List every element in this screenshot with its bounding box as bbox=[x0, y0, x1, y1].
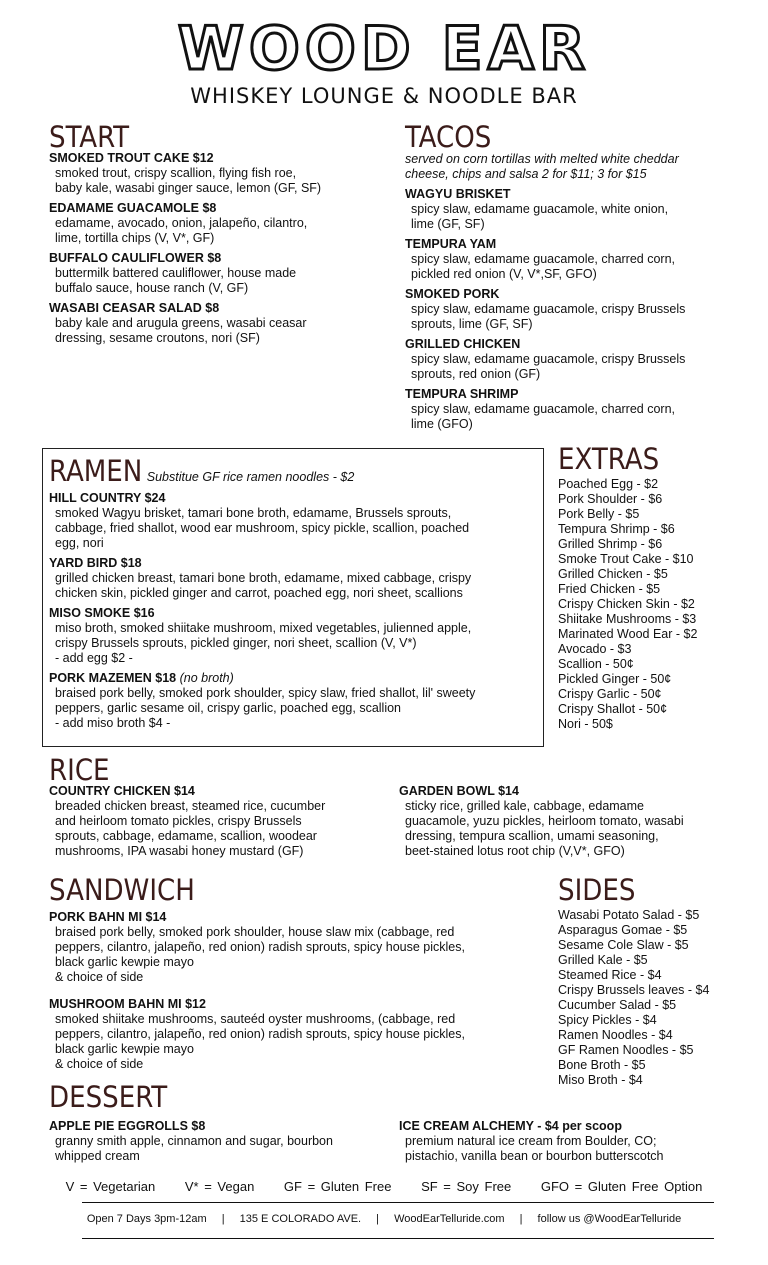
footer-website-link[interactable]: WoodEarTelluride.com bbox=[394, 1213, 505, 1225]
sides-section bbox=[558, 875, 763, 1088]
list-item: Grilled Kale - $5 bbox=[558, 953, 648, 967]
list-item: Spicy Pickles - $4 bbox=[558, 1013, 657, 1027]
menu-item-desc: premium natural ice cream from Boulder, CO; bbox=[405, 1134, 657, 1148]
footer-address: 135 E COLORADO AVE. bbox=[239, 1213, 362, 1225]
menu-item-desc: smoked Wagyu brisket, tamari bone broth, edamame, Brussels sprouts, bbox=[55, 506, 452, 520]
menu-item-desc: granny smith apple, cinnamon and sugar, bourbon bbox=[55, 1134, 333, 1148]
ramen-note: Substitue GF rice ramen noodles - $2 bbox=[146, 470, 355, 484]
menu-item-desc: pistachio, vanilla bean or bourbon butterscotch bbox=[405, 1149, 664, 1163]
menu-item-name: TEMPURA YAM bbox=[405, 237, 497, 251]
menu-item-name: MUSHROOM BAHN MI $12 bbox=[49, 997, 206, 1011]
list-item: Grilled Shrimp - $6 bbox=[558, 537, 663, 551]
menu-item-name: PORK MAZEMEN $18 bbox=[49, 671, 177, 685]
list-item: Crispy Chicken Skin - $2 bbox=[558, 597, 695, 611]
menu-item-desc: sprouts, lime (GF, SF) bbox=[411, 317, 533, 331]
menu-item bbox=[49, 201, 379, 246]
list-item: Ramen Noodles - $4 bbox=[558, 1028, 673, 1042]
menu-item-desc: sprouts, cabbage, edamame, scallion, woodear bbox=[55, 829, 317, 843]
dietary-legend bbox=[0, 1179, 768, 1195]
footer-separator: | bbox=[519, 1213, 523, 1225]
menu-item bbox=[49, 671, 539, 731]
footer-separator: | bbox=[221, 1213, 225, 1225]
menu-item bbox=[49, 556, 539, 601]
list-item: Marinated Wood Ear - $2 bbox=[558, 627, 698, 641]
tacos-heading: TACOS bbox=[405, 120, 492, 154]
menu-item-desc: breaded chicken breast, steamed rice, cucumber bbox=[55, 799, 326, 813]
list-item: Poached Egg - $2 bbox=[558, 477, 659, 491]
menu-item-desc: mushrooms, IPA wasabi honey mustard (GF) bbox=[55, 844, 304, 858]
menu-item-name: APPLE PIE EGGROLLS $8 bbox=[49, 1119, 206, 1133]
list-item: Pork Belly - $5 bbox=[558, 507, 640, 521]
menu-item-name: WASABI CEASAR SALAD $8 bbox=[49, 301, 220, 315]
extras-section bbox=[558, 444, 758, 732]
legend-item: SF = Soy Free bbox=[421, 1179, 512, 1194]
menu-item-name: SMOKED PORK bbox=[405, 287, 500, 301]
menu-item bbox=[49, 301, 379, 346]
menu-item bbox=[49, 251, 379, 296]
menu-item-desc: sticky rice, grilled kale, cabbage, edamame bbox=[405, 799, 645, 813]
menu-item bbox=[405, 337, 745, 382]
list-item: GF Ramen Noodles - $5 bbox=[558, 1043, 694, 1057]
list-item: Fried Chicken - $5 bbox=[558, 582, 661, 596]
list-item: Grilled Chicken - $5 bbox=[558, 567, 668, 581]
legend-item: V = Vegetarian bbox=[65, 1179, 156, 1194]
list-item: Scallion - 50¢ bbox=[558, 657, 634, 671]
ramen-heading-row bbox=[49, 456, 539, 486]
start-item-list bbox=[49, 151, 379, 346]
menu-item-name: GARDEN BOWL $14 bbox=[399, 784, 519, 798]
menu-item-name: GRILLED CHICKEN bbox=[405, 337, 521, 351]
extras-list bbox=[558, 477, 758, 732]
sandwich-heading: SANDWICH bbox=[49, 873, 195, 907]
list-item: Steamed Rice - $4 bbox=[558, 968, 662, 982]
menu-item-desc: baby kale, wasabi ginger sauce, lemon (GF, SF) bbox=[55, 181, 322, 195]
start-heading: START bbox=[49, 120, 130, 154]
menu-item-desc: peppers, cilantro, jalapeño, red onion) radish sprouts, spicy house pickles, bbox=[55, 940, 465, 954]
menu-item-desc: guacamole, yuzu pickles, heirloom tomato, wasabi bbox=[405, 814, 684, 828]
menu-item-desc: black garlic kewpie mayo bbox=[55, 955, 194, 969]
menu-item bbox=[405, 187, 745, 232]
menu-item-name: SMOKED TROUT CAKE $12 bbox=[49, 151, 214, 165]
start-section bbox=[49, 122, 379, 346]
legend-item: GF = Gluten Free bbox=[283, 1179, 392, 1194]
tacos-section bbox=[405, 122, 745, 432]
list-item: Shiitake Mushrooms - $3 bbox=[558, 612, 697, 626]
list-item: Asparagus Gomae - $5 bbox=[558, 923, 688, 937]
menu-item-name: WAGYU BRISKET bbox=[405, 187, 511, 201]
menu-item-name: EDAMAME GUACAMOLE $8 bbox=[49, 201, 217, 215]
menu-item-name: PORK BAHN MI $14 bbox=[49, 910, 167, 924]
menu-item-desc: crispy Brussels sprouts, pickled ginger, nori sheet, scallion (V, V*) bbox=[55, 636, 417, 650]
menu-item-name: HILL COUNTRY $24 bbox=[49, 491, 166, 505]
list-item: Cucumber Salad - $5 bbox=[558, 998, 677, 1012]
list-item: Avocado - $3 bbox=[558, 642, 632, 656]
menu-item-desc: spicy slaw, edamame guacamole, charred corn, bbox=[411, 402, 676, 416]
menu-item bbox=[49, 151, 379, 196]
menu-item-name: MISO SMOKE $16 bbox=[49, 606, 155, 620]
menu-item-name: COUNTRY CHICKEN $14 bbox=[49, 784, 195, 798]
menu-item-desc: edamame, avocado, onion, jalapeño, cilantro, bbox=[55, 216, 308, 230]
list-item: Tempura Shrimp - $6 bbox=[558, 522, 675, 536]
menu-item bbox=[49, 910, 544, 985]
menu-item-desc: buttermilk battered cauliflower, house made bbox=[55, 266, 297, 280]
menu-item-name: YARD BIRD $18 bbox=[49, 556, 142, 570]
restaurant-tagline: WHISKEY LOUNGE & NOODLE BAR bbox=[190, 84, 578, 108]
menu-item-desc: spicy slaw, edamame guacamole, white onion, bbox=[411, 202, 669, 216]
menu-item-name-row bbox=[49, 671, 539, 686]
list-item: Bone Broth - $5 bbox=[558, 1058, 646, 1072]
list-item: Miso Broth - $4 bbox=[558, 1073, 643, 1087]
menu-item-desc: black garlic kewpie mayo bbox=[55, 1042, 194, 1056]
menu-item-desc: pickled red onion (V, V*,SF, GFO) bbox=[411, 267, 597, 281]
menu-item-desc: chicken skin, pickled ginger and carrot, poached egg, nori sheet, scallions bbox=[55, 586, 463, 600]
menu-item-name-note: (no broth) bbox=[179, 671, 234, 685]
ramen-heading: RAMEN bbox=[49, 454, 143, 488]
menu-item bbox=[399, 1114, 749, 1164]
menu-item bbox=[399, 779, 749, 859]
menu-item bbox=[49, 997, 544, 1072]
menu-item-desc: smoked trout, crispy scallion, flying fish roe, bbox=[55, 166, 297, 180]
list-item: Wasabi Potato Salad - $5 bbox=[558, 908, 700, 922]
menu-item bbox=[405, 287, 745, 332]
menu-item-desc: sprouts, red onion (GF) bbox=[411, 367, 541, 381]
legend-item: V* = Vegan bbox=[184, 1179, 255, 1194]
menu-item-desc: beet-stained lotus root chip (V,V*, GFO) bbox=[405, 844, 625, 858]
menu-item-desc: baby kale and arugula greens, wasabi ceasar bbox=[55, 316, 307, 330]
footer-top-rule bbox=[82, 1202, 714, 1203]
menu-item-desc: braised pork belly, smoked pork shoulder, house slaw mix (cabbage, red bbox=[55, 925, 455, 939]
menu-item-desc: lime (GF, SF) bbox=[411, 217, 485, 231]
menu-item-desc: - add miso broth $4 - bbox=[55, 716, 171, 730]
menu-item-desc: egg, nori bbox=[55, 536, 104, 550]
tacos-note: served on corn tortillas with melted white cheddar bbox=[405, 152, 679, 166]
menu-item-desc: lime (GFO) bbox=[411, 417, 473, 431]
list-item: Pickled Ginger - 50¢ bbox=[558, 672, 672, 686]
sandwich-section bbox=[49, 875, 544, 1072]
menu-item-desc: spicy slaw, edamame guacamole, crispy Brussels bbox=[411, 302, 686, 316]
menu-item bbox=[405, 387, 745, 432]
menu-item-desc: buffalo sauce, house ranch (V, GF) bbox=[55, 281, 249, 295]
menu-item-desc: spicy slaw, edamame guacamole, charred corn, bbox=[411, 252, 676, 266]
menu-item-desc: and heirloom tomato pickles, crispy Brussels bbox=[55, 814, 302, 828]
menu-item bbox=[49, 779, 389, 859]
sides-heading: SIDES bbox=[558, 873, 636, 907]
list-item: Smoke Trout Cake - $10 bbox=[558, 552, 694, 566]
menu-item-desc: dressing, tempura scallion, umami seasoning, bbox=[405, 829, 659, 843]
footer bbox=[0, 1212, 768, 1226]
menu-item-desc: dressing, sesame croutons, nori (SF) bbox=[55, 331, 260, 345]
restaurant-logo-title: WOOD EAR bbox=[177, 14, 591, 84]
menu-item-desc: lime, tortilla chips (V, V*, GF) bbox=[55, 231, 215, 245]
menu-item-desc: peppers, cilantro, jalapeño, red onion) radish sprouts, spicy house pickles, bbox=[55, 1027, 465, 1041]
menu-item bbox=[405, 237, 745, 282]
menu-item-desc: peppers, garlic sesame oil, crispy garlic, poached egg, scallion bbox=[55, 701, 402, 715]
menu-item-desc: & choice of side bbox=[55, 970, 144, 984]
menu-item-desc: whipped cream bbox=[55, 1149, 140, 1163]
menu-item-desc: miso broth, smoked shiitake mushroom, mixed vegetables, julienned apple, bbox=[55, 621, 472, 635]
menu-item-desc: spicy slaw, edamame guacamole, crispy Brussels bbox=[411, 352, 686, 366]
extras-heading: EXTRAS bbox=[558, 442, 660, 476]
menu-item bbox=[49, 606, 539, 666]
menu-item-name: ICE CREAM ALCHEMY - $4 per scoop bbox=[399, 1119, 622, 1133]
list-item: Nori - 50$ bbox=[558, 717, 613, 731]
legend-item: GFO = Gluten Free Option bbox=[540, 1179, 703, 1194]
menu-item bbox=[49, 491, 539, 551]
sides-list bbox=[558, 908, 763, 1088]
menu-item-desc: grilled chicken breast, tamari bone broth, edamame, mixed cabbage, crispy bbox=[55, 571, 472, 585]
list-item: Pork Shoulder - $6 bbox=[558, 492, 663, 506]
menu-item bbox=[49, 1114, 389, 1164]
menu-item-desc: & choice of side bbox=[55, 1057, 144, 1071]
ramen-section bbox=[49, 456, 539, 731]
dessert-heading: DESSERT bbox=[49, 1080, 168, 1114]
menu-item-desc: - add egg $2 - bbox=[55, 651, 133, 665]
footer-hours: Open 7 Days 3pm-12am bbox=[86, 1213, 207, 1225]
menu-item-desc: braised pork belly, smoked pork shoulder, spicy slaw, fried shallot, lil' sweety bbox=[55, 686, 476, 700]
footer-separator: | bbox=[376, 1213, 380, 1225]
list-item: Crispy Shallot - 50¢ bbox=[558, 702, 668, 716]
menu-item-desc: cabbage, fried shallot, wood ear mushroom, spicy pickle, scallion, poached bbox=[55, 521, 470, 535]
rice-heading: RICE bbox=[49, 753, 110, 787]
menu-item-name: TEMPURA SHRIMP bbox=[405, 387, 519, 401]
footer-social-link[interactable]: follow us @WoodEarTelluride bbox=[537, 1213, 682, 1225]
list-item: Crispy Brussels leaves - $4 bbox=[558, 983, 710, 997]
tacos-note: cheese, chips and salsa 2 for $11; 3 for $15 bbox=[405, 167, 647, 181]
menu-item-name: BUFFALO CAULIFLOWER $8 bbox=[49, 251, 222, 265]
footer-bottom-rule bbox=[82, 1238, 714, 1239]
list-item: Sesame Cole Slaw - $5 bbox=[558, 938, 689, 952]
menu-item-desc: smoked shiitake mushrooms, sauteéd oyster mushrooms, (cabbage, red bbox=[55, 1012, 456, 1026]
list-item: Crispy Garlic - 50¢ bbox=[558, 687, 662, 701]
